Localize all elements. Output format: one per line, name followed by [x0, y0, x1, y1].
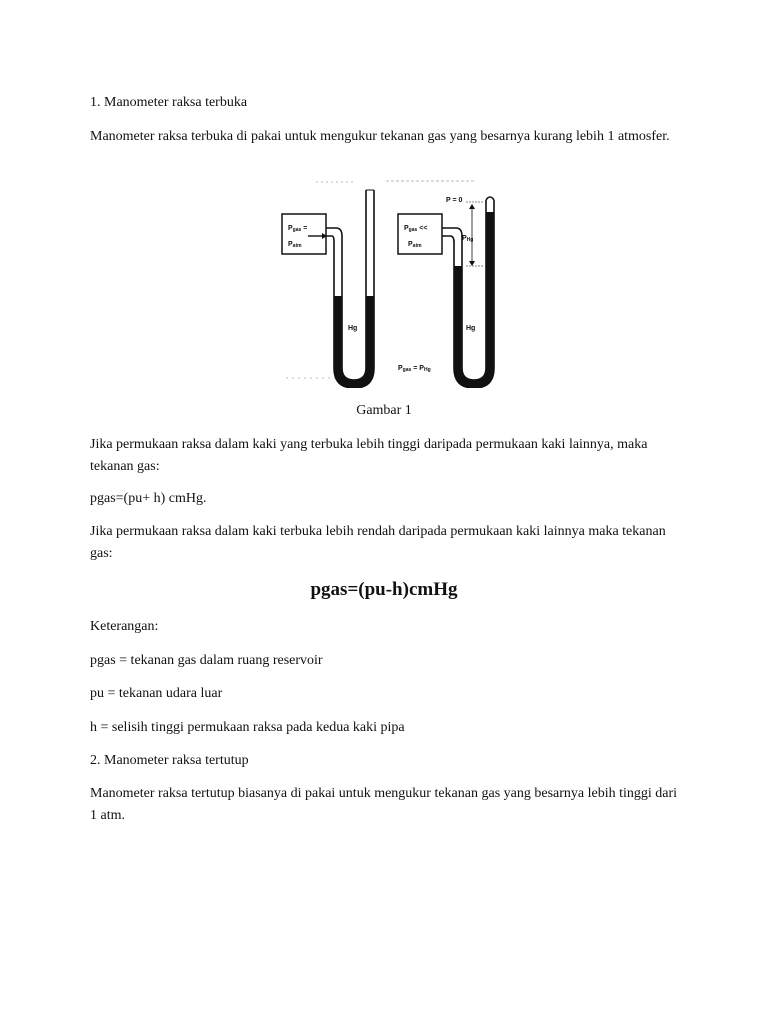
- figure-caption: Gambar 1: [356, 403, 412, 418]
- section1-intro: Manometer raksa terbuka di pakai untuk mengukur tekanan gas yang besarnya kurang lebih 1 atmosfer.: [90, 129, 670, 144]
- left-mercury: [334, 296, 374, 388]
- p-zero-label: P = 0: [446, 197, 463, 204]
- scan-noise: [286, 181, 476, 378]
- case-lower-formula: pgas=(pu-h)cmHg: [310, 579, 458, 600]
- legend-item-pu: pu = tekanan udara luar: [90, 686, 223, 701]
- right-manometer: [398, 197, 494, 388]
- left-hg-label: Hg: [348, 325, 358, 332]
- pgas-equals-phg-label: Pgas = PHg: [398, 365, 431, 373]
- case-higher-text: Jika permukaan raksa dalam kaki yang terbuka lebih tinggi daripada permukaan kaki lainnya, maka tekanan gas:: [90, 437, 648, 474]
- section2-heading: 2. Manometer raksa tertutup: [90, 753, 249, 768]
- right-patm-label: Patm: [408, 241, 422, 249]
- right-hg-label: Hg: [466, 325, 476, 332]
- case-higher-formula: pgas=(pu+ h) cmHg.: [90, 491, 207, 506]
- left-gas-bulb: [282, 214, 326, 254]
- left-patm-label: Patm: [288, 241, 302, 249]
- section2-intro: Manometer raksa tertutup biasanya di pakai untuk mengukur tekanan gas yang besarnya lebih tinggi dari 1 atm.: [90, 786, 678, 823]
- legend-item-h: h = selisih tinggi permukaan raksa pada kedua kaki pipa: [90, 720, 405, 735]
- case-lower-text: Jika permukaan raksa dalam kaki terbuka lebih rendah daripada permukaan kaki lainnya maka tekanan gas:: [90, 524, 666, 561]
- left-pgas-label: Pgas =: [288, 225, 308, 233]
- right-mercury: [454, 212, 494, 388]
- phg-label: PHg: [462, 235, 474, 243]
- left-manometer: [282, 190, 374, 388]
- manometer-diagram: [276, 178, 500, 388]
- legend-item-pgas: pgas = tekanan gas dalam ruang reservoir: [90, 653, 323, 668]
- section1-heading: 1. Manometer raksa terbuka: [90, 95, 248, 110]
- manometer-figure: [276, 178, 500, 388]
- right-pgas-label: Pgas <<: [404, 225, 428, 233]
- legend-title: Keterangan:: [90, 619, 159, 634]
